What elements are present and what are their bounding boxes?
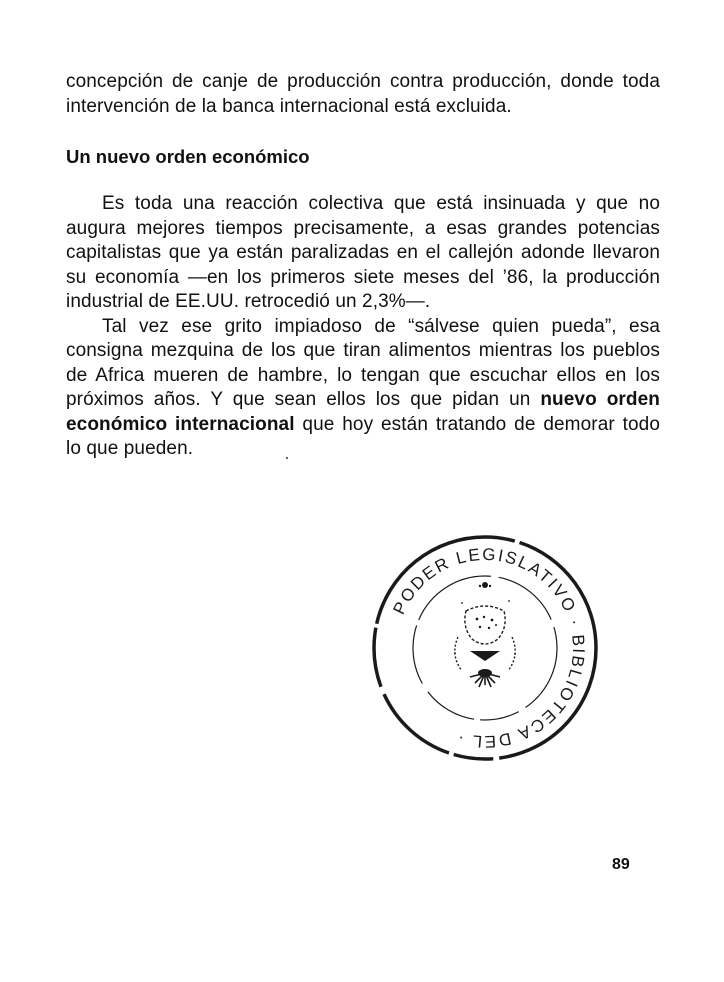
stamp-outer-ring	[374, 537, 596, 759]
paragraph-3-bold-phrase: nuevo orden económico internacional	[66, 389, 661, 435]
stamp-lettering: PODER LEGISLATIVO · BIBLIOTECA DEL ·	[389, 544, 589, 752]
stamp-inner-ring	[413, 576, 557, 720]
paragraph-3-end: que hoy están tratando de demorar todo lo que pueden.	[66, 413, 660, 459]
library-stamp	[370, 533, 600, 763]
body-text-block	[66, 192, 660, 462]
paragraph-3-start: Tal vez ese grito impiadoso de “sálvese quien pueda”, esa consigna mezquina de los que tiran alimentos mientras los pueblos de Africa mueren de hambre, lo tengan que escuchar ellos en los próximos años. Y que sean ellos los que pidan un	[66, 315, 660, 410]
section-heading: Un nuevo orden económico	[66, 146, 310, 167]
paragraph-2: Es toda una reacción colectiva que está insinuada y que no augura mejores tiempos precisamente, a esas grandes potencias capitalistas que ya están paralizadas en el callejón adonde llevaron su economía —en los primeros siete meses del ’86, la producción industrial de EE.UU. retrocedió un 2,3%—.	[66, 193, 660, 312]
stamp-emblem	[454, 582, 516, 687]
print-speck	[286, 457, 288, 459]
opening-paragraph-block	[66, 70, 660, 119]
opening-paragraph: concepción de canje de producción contra producción, donde toda intervención de la banca internacional está excluida.	[66, 71, 660, 117]
page-number: 89	[612, 856, 630, 873]
paragraph-3	[66, 315, 660, 462]
